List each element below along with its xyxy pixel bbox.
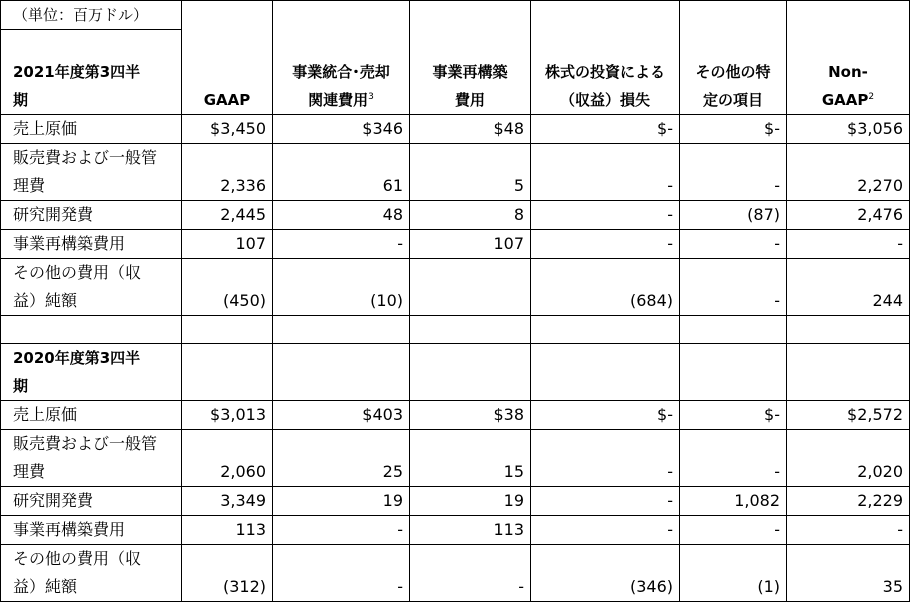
cell-value: (346) — [531, 545, 680, 602]
cell-value: $3,013 — [182, 401, 273, 430]
cell-value: - — [531, 201, 680, 230]
row-label: 売上原価 — [1, 115, 182, 144]
cell-value: - — [273, 230, 410, 259]
cell-value: 3,349 — [182, 487, 273, 516]
cell-value: $403 — [273, 401, 410, 430]
section-title-2021: 2021年度第3四半 期 — [1, 30, 182, 115]
table-row — [1, 201, 910, 230]
cell-value: - — [531, 430, 680, 487]
empty-cell — [273, 344, 410, 401]
cell-value: 19 — [410, 487, 531, 516]
col-header-equity-investments: 株式の投資による （収益）損失 — [531, 1, 680, 115]
cell-value: $3,056 — [787, 115, 910, 144]
empty-cell — [787, 316, 910, 344]
table-row — [1, 115, 910, 144]
cell-value: - — [410, 545, 531, 602]
cell-value: 5 — [410, 144, 531, 201]
cell-value: 48 — [273, 201, 410, 230]
cell-value: - — [531, 144, 680, 201]
row-label: 販売費および一般管 理費 — [1, 144, 182, 201]
table-row — [1, 487, 910, 516]
table-row — [1, 230, 910, 259]
cell-value: $3,450 — [182, 115, 273, 144]
cell-value: 2,270 — [787, 144, 910, 201]
empty-cell — [680, 344, 787, 401]
cell-value: $- — [680, 115, 787, 144]
cell-value: $48 — [410, 115, 531, 144]
empty-cell — [182, 316, 273, 344]
table-row — [1, 516, 910, 545]
cell-value: $38 — [410, 401, 531, 430]
cell-value: 35 — [787, 545, 910, 602]
empty-cell — [410, 316, 531, 344]
cell-value: (450) — [182, 259, 273, 316]
cell-value: (1) — [680, 545, 787, 602]
row-label: その他の費用（収 益）純額 — [1, 545, 182, 602]
cell-value: 107 — [410, 230, 531, 259]
cell-value: (684) — [531, 259, 680, 316]
cell-value: 2,229 — [787, 487, 910, 516]
cell-value: - — [531, 516, 680, 545]
cell-value: $- — [680, 401, 787, 430]
cell-value: 61 — [273, 144, 410, 201]
row-label: 事業再構築費用 — [1, 516, 182, 545]
table-row — [1, 545, 910, 602]
cell-value: $- — [531, 115, 680, 144]
cell-value: (312) — [182, 545, 273, 602]
cell-value: 25 — [273, 430, 410, 487]
cell-value: 113 — [410, 516, 531, 545]
section-title-2020: 2020年度第3四半 期 — [1, 344, 182, 401]
col-header-restructuring: 事業再構築 費用 — [410, 1, 531, 115]
cell-value: 8 — [410, 201, 531, 230]
cell-value: 2,445 — [182, 201, 273, 230]
section-header-row — [1, 344, 910, 401]
table-row — [1, 401, 910, 430]
col-header-gaap: GAAP — [182, 1, 273, 115]
cell-value: 2,336 — [182, 144, 273, 201]
cell-value: - — [680, 430, 787, 487]
col-header-non-gaap: Non- GAAP$^2$ — [787, 1, 910, 115]
col-header-other-items: その他の特 定の項目 — [680, 1, 787, 115]
cell-value: (10) — [273, 259, 410, 316]
cell-value: - — [680, 516, 787, 545]
empty-cell — [531, 316, 680, 344]
cell-value: $- — [531, 401, 680, 430]
empty-cell — [410, 344, 531, 401]
unit-label: （単位：百万ドル） — [1, 1, 182, 30]
empty-cell — [680, 316, 787, 344]
cell-value — [410, 259, 531, 316]
empty-cell — [1, 316, 182, 344]
cell-value: 1,082 — [680, 487, 787, 516]
empty-cell — [273, 316, 410, 344]
empty-cell — [531, 344, 680, 401]
cell-value: - — [273, 545, 410, 602]
cell-value: - — [273, 516, 410, 545]
row-label: 売上原価 — [1, 401, 182, 430]
cell-value: (87) — [680, 201, 787, 230]
cell-value: $2,572 — [787, 401, 910, 430]
cell-value: 15 — [410, 430, 531, 487]
cell-value: 107 — [182, 230, 273, 259]
cell-value: 244 — [787, 259, 910, 316]
row-label: その他の費用（収 益）純額 — [1, 259, 182, 316]
cell-value: - — [680, 144, 787, 201]
cell-value: 2,476 — [787, 201, 910, 230]
table-row — [1, 259, 910, 316]
empty-cell — [787, 344, 910, 401]
row-label: 研究開発費 — [1, 487, 182, 516]
cell-value: 113 — [182, 516, 273, 545]
cell-value: - — [680, 230, 787, 259]
table-row — [1, 430, 910, 487]
cell-value: $346 — [273, 115, 410, 144]
table-row — [1, 144, 910, 201]
spacer-row — [1, 316, 910, 344]
cell-value: - — [787, 516, 910, 545]
col-header-merger-costs: 事業統合･売却 関連費用$^3$ — [273, 1, 410, 115]
cell-value: - — [531, 230, 680, 259]
cell-value: - — [787, 230, 910, 259]
cell-value: - — [531, 487, 680, 516]
cell-value: - — [680, 259, 787, 316]
empty-cell — [182, 344, 273, 401]
row-label: 事業再構築費用 — [1, 230, 182, 259]
cell-value: 2,020 — [787, 430, 910, 487]
unit-row — [1, 1, 910, 30]
row-label: 研究開発費 — [1, 201, 182, 230]
row-label: 販売費および一般管 理費 — [1, 430, 182, 487]
cell-value: 2,060 — [182, 430, 273, 487]
cell-value: 19 — [273, 487, 410, 516]
